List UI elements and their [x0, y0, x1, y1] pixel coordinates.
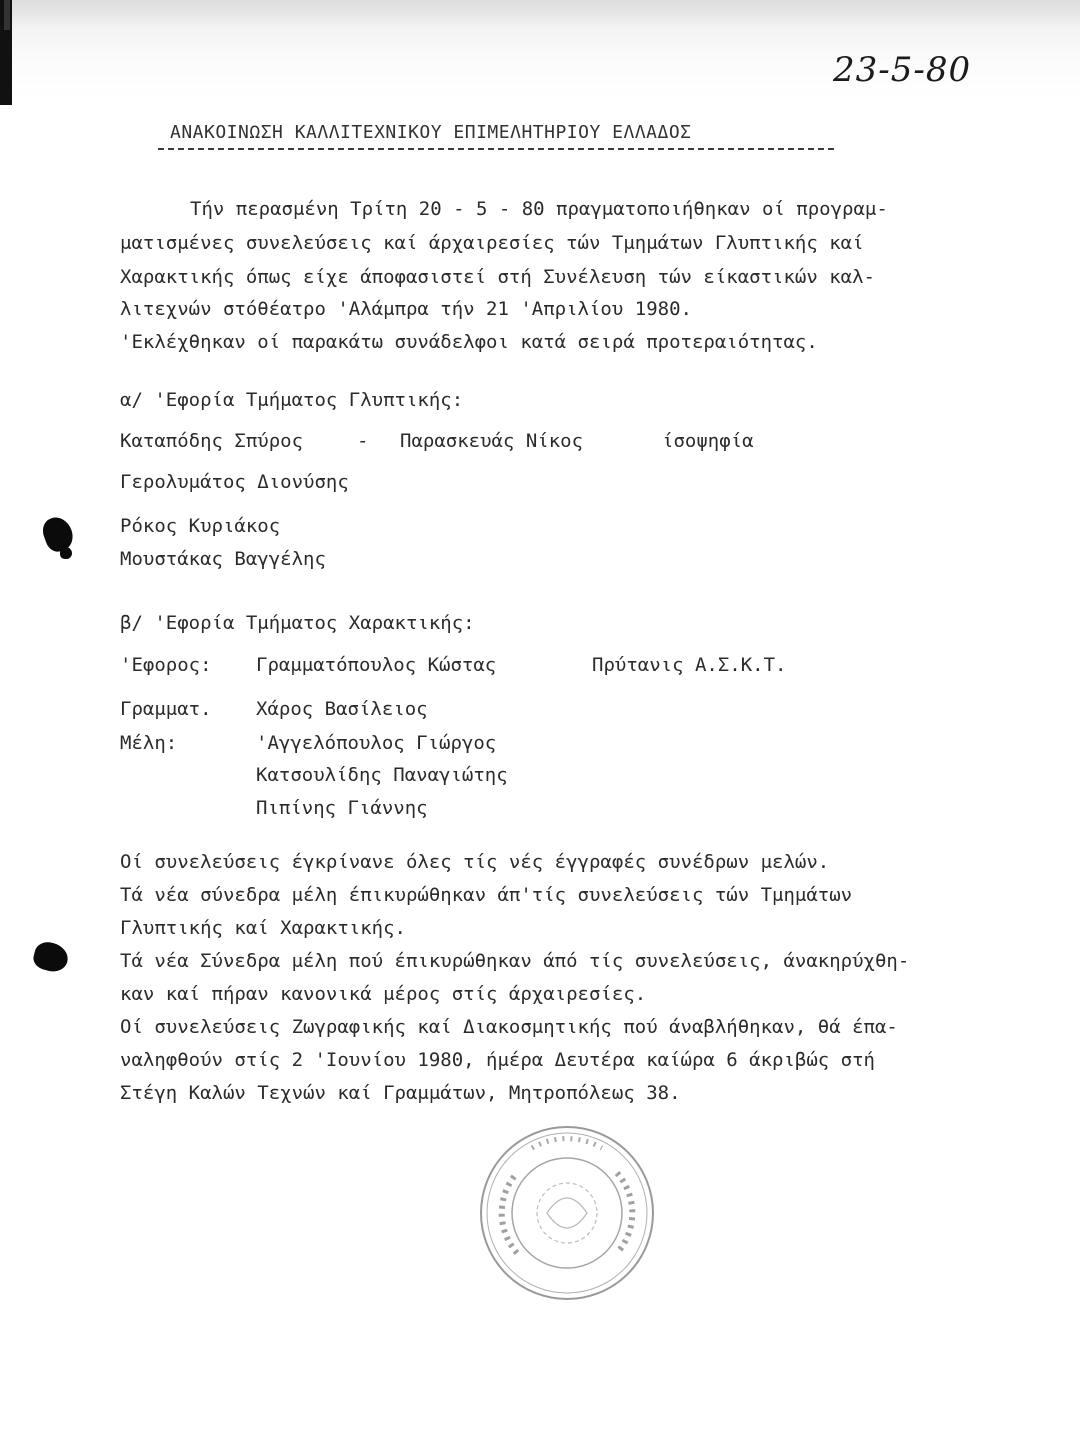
section-b-member: Κατσουλίδης Παναγιώτης: [256, 764, 508, 786]
intro-line: Χαρακτικής όπως είχε άποφασιστεί στή Συνέλευση τών είκαστικών καλ-: [120, 266, 875, 288]
ephor-title: Πρύτανις Α.Σ.Κ.Τ.: [592, 654, 787, 676]
secretary-name: Χάρος Βασίλειος: [256, 698, 428, 720]
closing-line: ναληφθούν στίς 2 'Ιουνίου 1980, ήμέρα Δευτέρα καίώρα 6 άκριβώς στή: [120, 1049, 875, 1071]
section-a-name: Καταπόδης Σπύρος: [120, 430, 304, 452]
ink-blot: [39, 513, 77, 555]
ink-blot: [60, 547, 72, 559]
intro-line: 'Εκλέχθηκαν οί παρακάτω συνάδελφοι κατά σειρά προτεραιότητας.: [120, 331, 818, 353]
section-a-member: Μουστάκας Βαγγέλης: [120, 548, 326, 570]
secretary-label: Γραμματ.: [120, 698, 212, 720]
scan-edge-shadow-inner: [4, 0, 10, 30]
closing-line: Οί συνελεύσεις Ζωγραφικής καί Διακοσμητικής πού άναβλήθηκαν, θά έπα-: [120, 1016, 898, 1038]
official-seal-stamp: [477, 1123, 657, 1303]
document-heading: ΑΝΑΚΟΙΝΩΣΗ ΚΑΛΛΙΤΕΧΝΙΚΟΥ ΕΠΙΜΕΛΗΤΗΡΙΟΥ ΕΛΛΑΔΟΣ: [170, 122, 692, 143]
closing-line: Τά νέα Σύνεδρα μέλη πού έπικυρώθηκαν άπό τίς συνελεύσεις, άνακηρύχθη-: [120, 950, 910, 972]
intro-line: ματισμένες συνελεύσεις καί άρχαιρεσίες τών Τμημάτων Γλυπτικής καί: [120, 232, 864, 254]
section-a-member: Γερολυμάτος Διονύσης: [120, 471, 349, 493]
members-label: Μέλη:: [120, 732, 178, 754]
ephor-name: Γραμματόπουλος Κώστας: [256, 654, 497, 676]
closing-line: καν καί πήραν κανονικά μέρος στίς άρχαιρεσίες.: [120, 983, 647, 1005]
intro-line: λιτεχνών στόθέατρο 'Αλάμπρα τήν 21 'Απριλίου 1980.: [120, 298, 692, 320]
section-b-heading: β/ 'Εφορία Τμήματος Χαρακτικής:: [120, 612, 475, 634]
section-a-member: Ρόκος Κυριάκος: [120, 515, 281, 537]
section-a-tie-note: ίσοψηφία: [662, 430, 754, 452]
closing-line: Τά νέα σύνεδρα μέλη έπικυρώθηκαν άπ'τίς συνελεύσεις τών Τμημάτων: [120, 884, 853, 906]
intro-line: Τήν περασμένη Τρίτη 20 - 5 - 80 πραγματοποιήθηκαν οί προγραμ-: [190, 198, 888, 220]
handwritten-date: 23-5-80: [833, 50, 972, 90]
section-a-dash: -: [357, 430, 369, 452]
ink-blot: [31, 939, 71, 975]
section-b-member: Πιπίνης Γιάννης: [256, 797, 428, 819]
ephor-label: 'Εφορος:: [120, 654, 212, 676]
closing-line: Γλυπτικής καί Χαρακτικής.: [120, 917, 406, 939]
section-a-heading: α/ 'Εφορία Τμήματος Γλυπτικής:: [120, 389, 464, 411]
closing-line: Στέγη Καλών Τεχνών καί Γραμμάτων, Μητροπόλεως 38.: [120, 1082, 681, 1104]
heading-underline: [158, 148, 834, 150]
section-b-member: 'Αγγελόπουλος Γιώργος: [256, 732, 497, 754]
section-a-name: Παρασκευάς Νίκος: [400, 430, 584, 452]
closing-line: Οί συνελεύσεις έγκρίνανε όλες τίς νές έγγραφές συνέδρων μελών.: [120, 851, 830, 873]
